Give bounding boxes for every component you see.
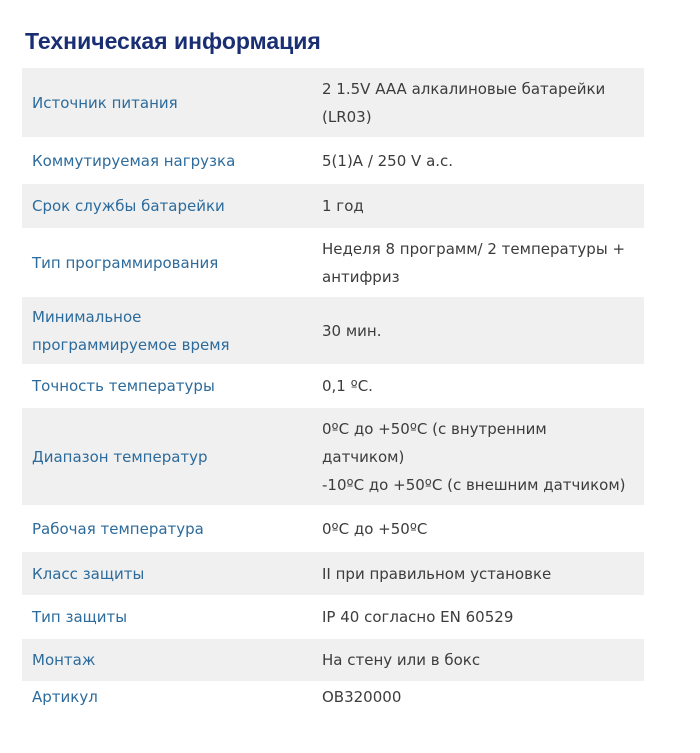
table-row (22, 364, 644, 408)
row-label: Диапазон температур (22, 408, 322, 505)
row-value: 2 1.5V AAA алкалиновые батарейки (LR03) (322, 68, 644, 137)
row-label: Срок службы батарейки (22, 184, 322, 228)
table-row (22, 228, 644, 297)
table-row (22, 505, 644, 552)
row-value: IP 40 согласно EN 60529 (322, 595, 644, 639)
row-value: II при правильном установке (322, 552, 644, 595)
spec-table (22, 68, 644, 713)
row-label: Монтаж (22, 639, 322, 681)
row-label: Тип программирования (22, 228, 322, 297)
table-row (22, 681, 644, 713)
page-title: Техническая информация (25, 28, 321, 54)
row-label: Источник питания (22, 68, 322, 137)
table-row (22, 408, 644, 505)
row-value: 0ºC до +50ºC (322, 505, 644, 552)
row-value: На стену или в бокс (322, 639, 644, 681)
row-value: 1 год (322, 184, 644, 228)
row-label: Минимальное программируемое время (22, 297, 322, 364)
table-row (22, 297, 644, 364)
row-value: 0ºC до +50ºC (с внутренним датчиком) -10ºC до +50ºC (с внешним датчиком) (322, 408, 644, 505)
row-value: 0,1 ºC. (322, 364, 644, 408)
row-label: Артикул (22, 681, 322, 713)
table-row (22, 68, 644, 137)
row-value: OB320000 (322, 681, 644, 713)
row-label: Точность температуры (22, 364, 322, 408)
row-value: Неделя 8 программ/ 2 температуры + антифриз (322, 228, 644, 297)
table-row (22, 595, 644, 639)
row-label: Коммутируемая нагрузка (22, 137, 322, 184)
row-value: 30 мин. (322, 297, 644, 364)
row-value: 5(1)A / 250 V a.c. (322, 137, 644, 184)
table-row (22, 184, 644, 228)
row-label: Тип защиты (22, 595, 322, 639)
table-row (22, 552, 644, 595)
table-row (22, 137, 644, 184)
row-label: Рабочая температура (22, 505, 322, 552)
row-label: Класс защиты (22, 552, 322, 595)
table-row (22, 639, 644, 681)
